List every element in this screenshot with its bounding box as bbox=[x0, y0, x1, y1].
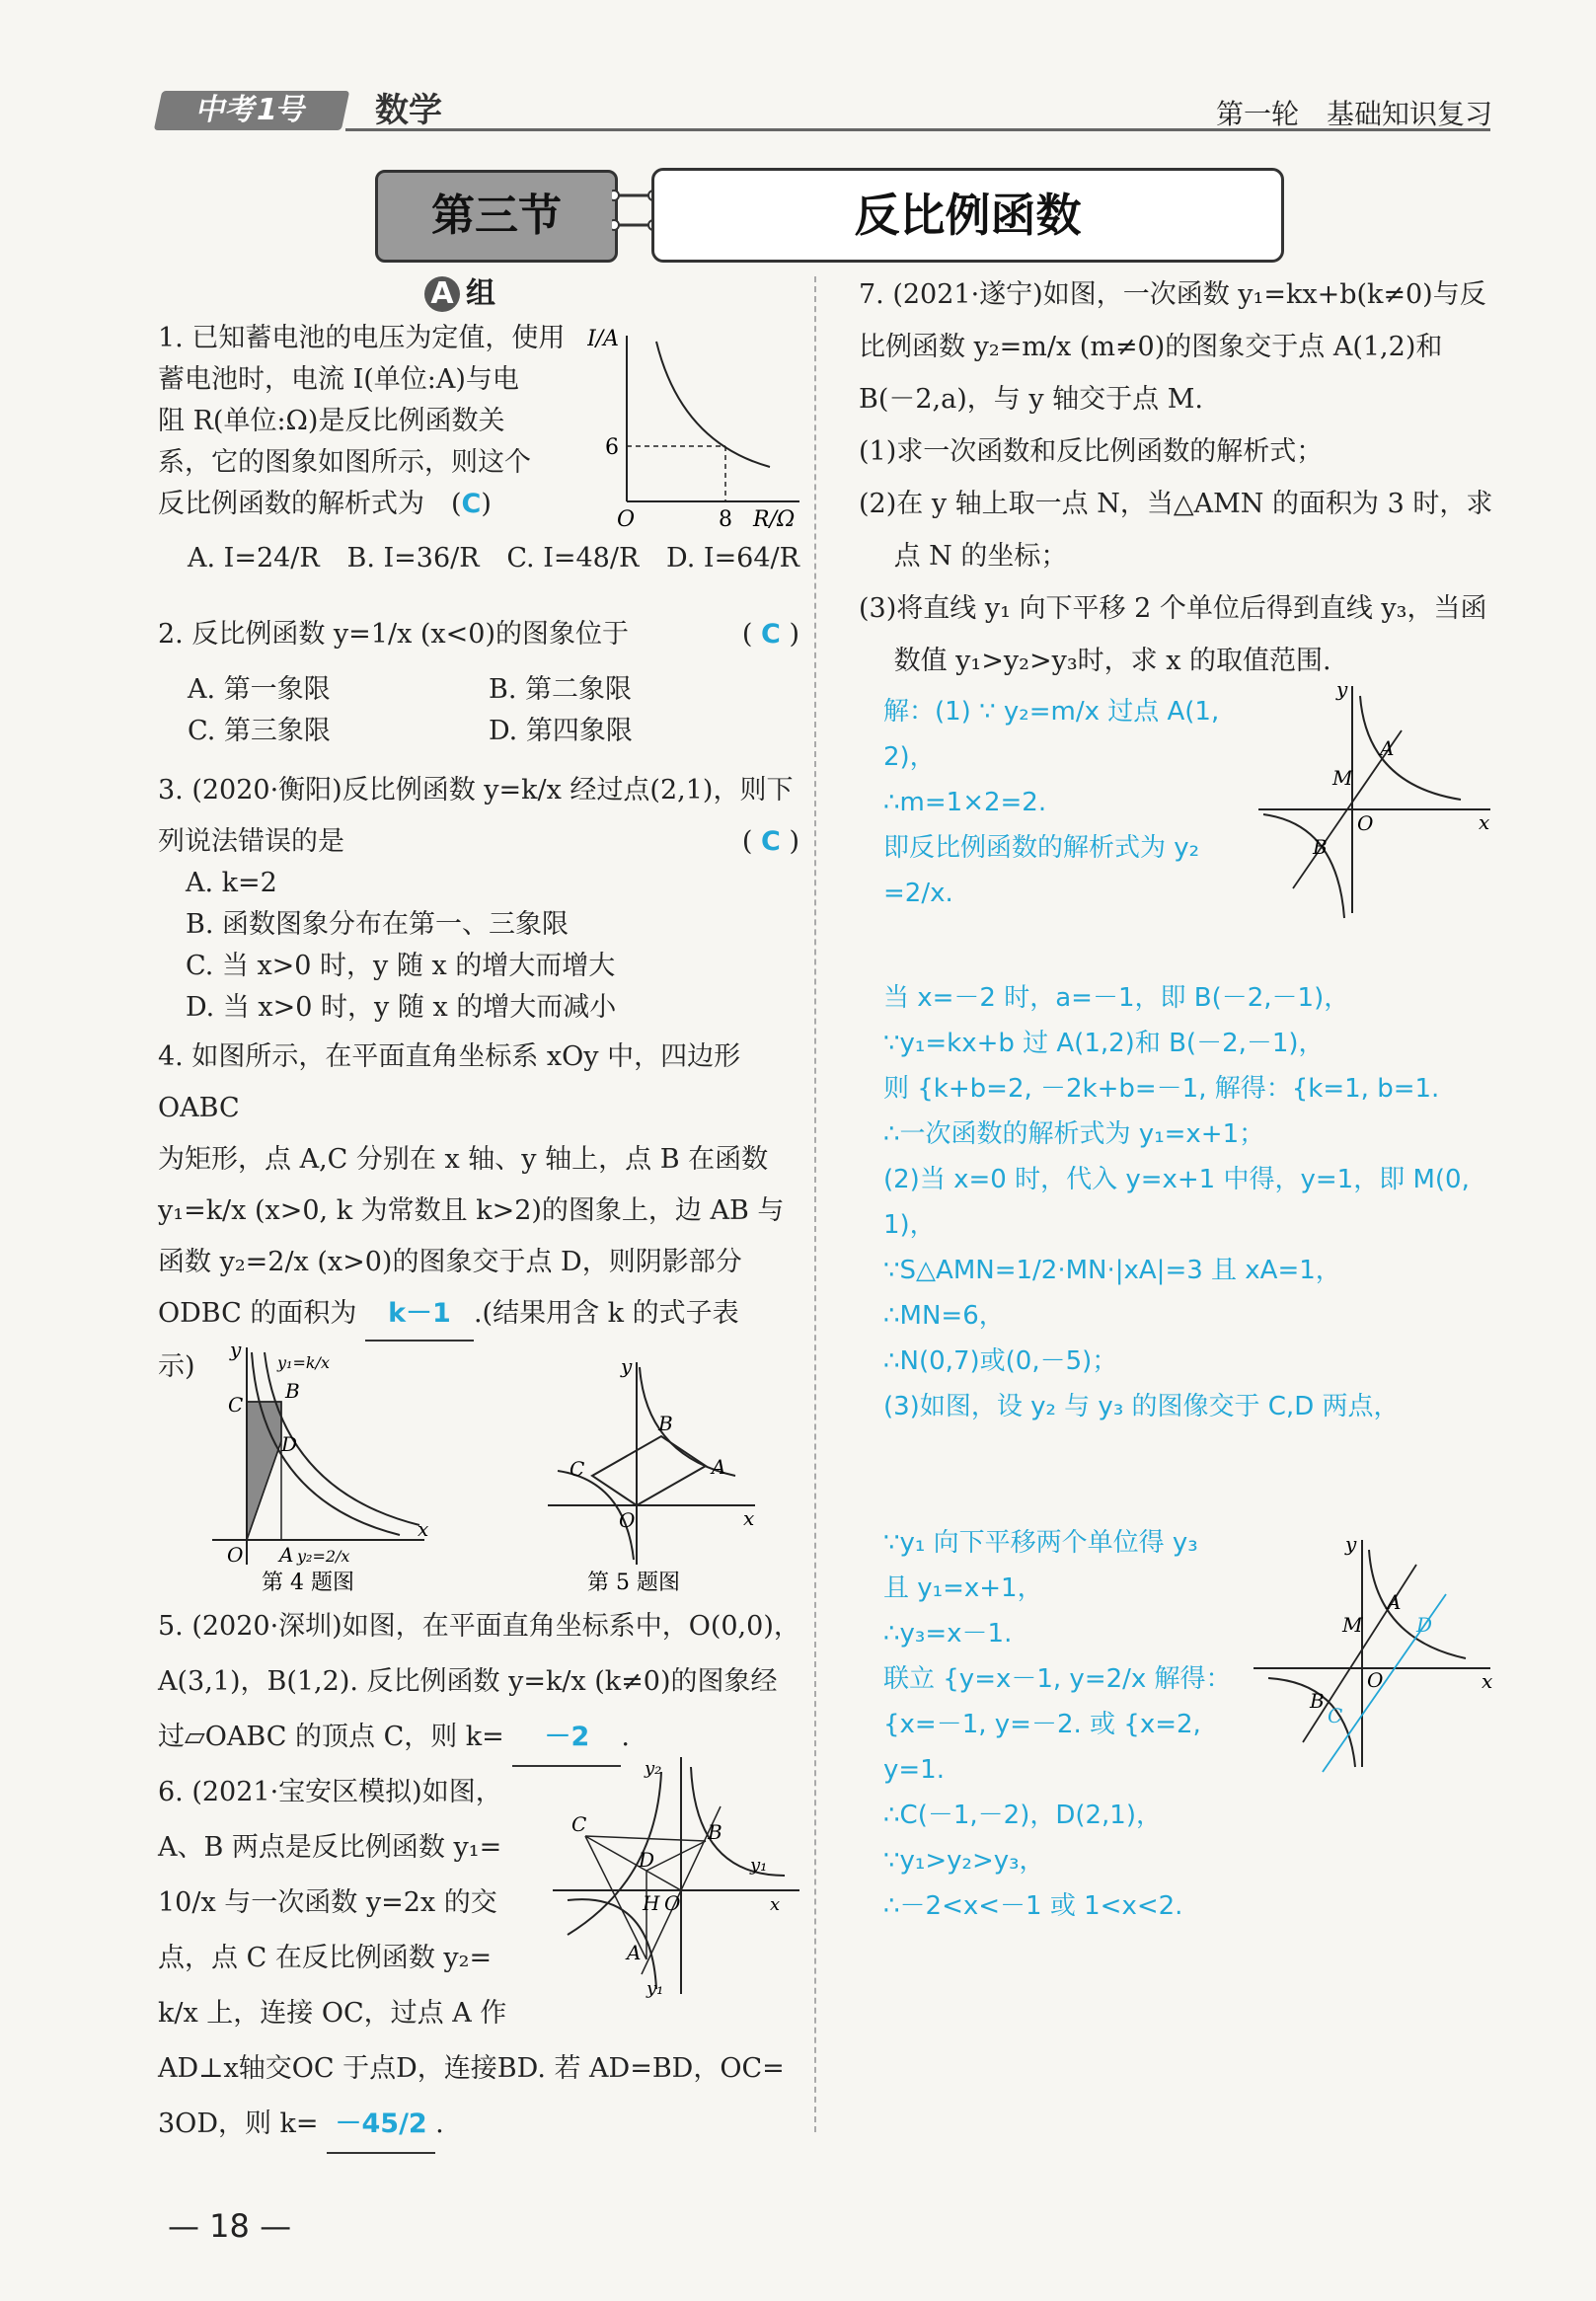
svg-text:y: y bbox=[230, 1342, 242, 1361]
group-label bbox=[424, 268, 495, 312]
svg-text:y₁: y₁ bbox=[750, 1855, 768, 1876]
svg-text:M: M bbox=[1332, 766, 1353, 790]
svg-text:x: x bbox=[1482, 1669, 1493, 1693]
q1-ylabel: I/A bbox=[587, 327, 619, 351]
svg-text:A: A bbox=[279, 1543, 294, 1567]
svg-text:H: H bbox=[643, 1891, 660, 1915]
q5-stem: 5. (2020·深圳)如图，在平面直角坐标系中，O(0,0)， A(3,1)，B(1,2). 反比例函数 y=k/x (k≠0)的图象经 过▱OABC 的顶点 C，则 k= －2 . bbox=[158, 1599, 804, 1767]
section-title: 反比例函数 bbox=[651, 168, 1284, 263]
q1-y6: 6 bbox=[605, 435, 619, 460]
solution-figure-2 bbox=[1249, 1535, 1500, 1777]
svg-text:A: A bbox=[1380, 736, 1395, 760]
svg-text:C: C bbox=[571, 1812, 587, 1836]
q1-option: C. I=48/R bbox=[506, 543, 640, 574]
q3-answer: C bbox=[761, 826, 781, 857]
q3-option: B. 函数图象分布在第一、三象限 bbox=[186, 909, 570, 940]
q2-option: A. 第一象限 bbox=[188, 674, 331, 705]
solution-part2: 当 x=－2 时，a=－1，即 B(－2,－1)， ∵y₁=kx+b 过 A(1,2)和 B(－2,－1)， 则 {k+b=2, －2k+b=－1, 解得：{k=1, b=1. ∴一次函数的解析式为 y₁=x+1； (2)当 x=0 时，代入 y=x+1 中得，y=1，即 M(0, 1)， ∵S△AMN=1/2·MN·|xA|=3 且 xA=1， ∴MN=6， ∴N(0,7)或(0,－5)； (3)如图，设 y₂ 与 y₃ 的图像交于 C,D 两点， bbox=[883, 983, 1470, 1421]
section-connector bbox=[612, 186, 655, 235]
q3-option: C. 当 x>0 时，y 随 x 的增大而增大 bbox=[186, 951, 616, 981]
subject-title: 数学 bbox=[375, 91, 442, 130]
svg-text:y₁: y₁ bbox=[646, 1978, 664, 1999]
svg-text:O: O bbox=[1367, 1668, 1384, 1692]
q5-answer: －2 bbox=[512, 1710, 621, 1767]
q6-stem: 6. (2021·宝安区模拟)如图， A、B 两点是反比例函数 y₁= 10/x 与一次函数 y=2x 的交 点，点 C 在反比例函数 y₂= k/x 上，连接 OC，过点 A 作 bbox=[158, 1777, 507, 2029]
q7-stem: 7. (2021·遂宁)如图，一次函数 y₁=kx+b(k≠0)与反 比例函数 y₂=m/x (m≠0)的图象交于点 A(1,2)和 B(－2,a)，与 y 轴交于点 M. (1)求一次函数和反比例函数的解析式； (2)在 y 轴上取一点 N，当△AMN 的面积为 3 时，求 点 N 的坐标； (3)将直线 y₁ 向下平移 2 个单位后得到直线 y₃，当函 数值 y₁>y₂>y₃时，求 x 的取值范围. bbox=[859, 279, 1493, 676]
svg-text:O: O bbox=[619, 1508, 636, 1532]
svg-text:D: D bbox=[281, 1432, 298, 1456]
q1-line: 系，它的图象如图所示，则这个 bbox=[158, 447, 531, 478]
book-badge: 中考1号 bbox=[154, 91, 350, 130]
solution-figure-1 bbox=[1254, 676, 1495, 928]
group-text: 组 bbox=[466, 276, 495, 311]
q1-line: 蓄电池时，电流 I(单位:A)与电 bbox=[158, 364, 519, 395]
q1-option: B. I=36/R bbox=[346, 543, 480, 574]
q1-option: D. I=64/R bbox=[666, 543, 799, 574]
q1-line: 阻 R(单位:Ω)是反比例函数关 bbox=[158, 406, 505, 436]
column-divider bbox=[814, 276, 816, 2132]
svg-text:M: M bbox=[1342, 1613, 1363, 1637]
q3-stem: 3. (2020·衡阳)反比例函数 y=k/x 经过点(2,1)，则下 列说法错误的是 ( C ) A. k=2 B. 函数图象分布在第一、三象限 C. 当 x>0 时，y 随 x 的增大而增大 D. 当 x>0 时，y 随 x 的增大而减小 bbox=[158, 770, 799, 1029]
q2-option: B. 第二象限 bbox=[489, 674, 633, 705]
svg-text:y₂=2/x: y₂=2/x bbox=[297, 1547, 350, 1566]
svg-text:A: A bbox=[627, 1941, 642, 1964]
solution-part1: 解：(1) ∵ y₂=m/x 过点 A(1, 2)， ∴m=1×2=2. 即反比例函数的解析式为 y₂ =2/x. bbox=[883, 697, 1220, 908]
svg-text:C: C bbox=[228, 1393, 244, 1417]
svg-text:D: D bbox=[639, 1848, 655, 1872]
q1-line: 1. 已知蓄电池的电压为定值，使用 bbox=[158, 323, 566, 353]
q1-option: A. I=24/R bbox=[188, 543, 320, 574]
q1-xlabel: R/Ω bbox=[753, 507, 796, 531]
q1-x8: 8 bbox=[719, 507, 732, 531]
q1-answer: C bbox=[461, 489, 482, 519]
svg-text:x: x bbox=[770, 1894, 781, 1915]
q1-figure bbox=[587, 324, 804, 531]
solution-part3: ∵y₁ 向下平移两个单位得 y₃ 且 y₁=x+1， ∴y₃=x－1. 联立 {y=x－1, y=2/x 解得： {x=－1, y=－2. 或 {x=2, y=1. ∴C(－1,－2)，D(2,1)， ∵y₁>y₂>y₃， ∴－2<x<－1 或 1<x<2. bbox=[883, 1528, 1232, 1921]
svg-text:y₂: y₂ bbox=[645, 1758, 662, 1779]
q3-option: A. k=2 bbox=[186, 868, 277, 898]
svg-text:B: B bbox=[1310, 1689, 1325, 1713]
svg-text:x: x bbox=[743, 1506, 755, 1530]
q4-figure bbox=[202, 1342, 434, 1594]
q1-options bbox=[188, 538, 799, 579]
svg-text:B: B bbox=[708, 1820, 722, 1844]
q6-answer: －45/2 bbox=[327, 2097, 435, 2154]
q2-stem: 2. 反比例函数 y=1/x (x<0)的图象位于 ( C ) bbox=[158, 619, 799, 650]
chapter-label: 第一轮 基础知识复习 bbox=[1215, 98, 1492, 130]
q2-answer: C bbox=[761, 619, 781, 650]
svg-text:O: O bbox=[664, 1891, 681, 1915]
q1-line: 反比例函数的解析式为 (C) bbox=[158, 489, 492, 519]
q1-stem bbox=[158, 318, 592, 525]
svg-text:C: C bbox=[570, 1457, 585, 1481]
svg-text:A: A bbox=[712, 1455, 726, 1479]
q4-stem: 4. 如图所示，在平面直角坐标系 xOy 中，四边形 OABC 为矩形，点 A,C 分别在 x 轴、y 轴上，点 B 在函数 y₁=k/x (x>0, k 为常数且 k>2)的图象上，边 AB 与 函数 y₂=2/x (x>0)的图象交于点 D，则阴影部分 ODBC 的面积为 k－1 .(结果用含 k 的式子表 示) bbox=[158, 1041, 785, 1382]
svg-text:O: O bbox=[1357, 811, 1374, 835]
svg-text:B: B bbox=[658, 1412, 673, 1435]
group-circle: A bbox=[424, 276, 460, 312]
svg-text:x: x bbox=[1479, 810, 1490, 834]
q6-figure bbox=[548, 1752, 804, 2009]
svg-text:D: D bbox=[1416, 1613, 1433, 1637]
page-number: — 18 — bbox=[168, 2207, 292, 2245]
svg-text:第 5 题图: 第 5 题图 bbox=[587, 1571, 680, 1594]
q1-origin: O bbox=[617, 507, 636, 531]
svg-text:x: x bbox=[418, 1517, 429, 1541]
q2-option: C. 第三象限 bbox=[188, 716, 331, 746]
svg-text:第 4 题图: 第 4 题图 bbox=[262, 1571, 354, 1594]
svg-text:B: B bbox=[1313, 835, 1328, 859]
q6-stem-cont: AD⊥x轴交OC 于点D，连接BD. 若 AD=BD，OC= 3OD，则 k= －45/2 . bbox=[158, 2041, 804, 2154]
q3-option: D. 当 x>0 时，y 随 x 的增大而减小 bbox=[186, 992, 617, 1023]
svg-text:O: O bbox=[227, 1543, 244, 1567]
svg-text:y: y bbox=[1345, 1535, 1357, 1556]
svg-text:C: C bbox=[1328, 1704, 1343, 1727]
svg-text:y₁=k/x: y₁=k/x bbox=[277, 1353, 330, 1372]
svg-text:y: y bbox=[1336, 677, 1348, 701]
svg-text:A: A bbox=[1387, 1590, 1402, 1614]
q5-figure bbox=[538, 1357, 765, 1594]
section-number: 第三节 bbox=[375, 170, 618, 263]
q2-option: D. 第四象限 bbox=[489, 716, 633, 746]
q4-answer: k－1 bbox=[365, 1288, 474, 1342]
svg-text:B: B bbox=[285, 1379, 300, 1403]
svg-text:y: y bbox=[621, 1357, 633, 1378]
